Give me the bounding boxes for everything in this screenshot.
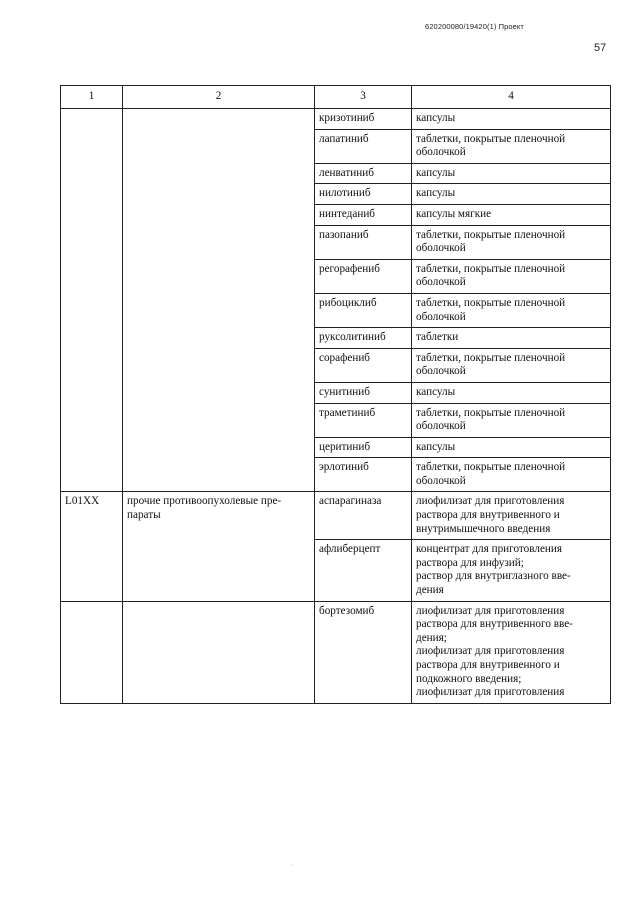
drug-name-cell: ленватиниб [315,163,412,184]
dosage-form-cell [412,382,611,403]
dosage-form-cell [412,328,611,349]
text-line: лиофилизат для приготовления [416,495,565,508]
column-header-4: 4 [412,86,611,109]
table-row [61,109,611,130]
text-line: раствора для внутривенного и [416,659,560,671]
text-line: таблетки, покрытые пленочной [416,296,566,309]
document-id: 620200080/19420(1) Проект [425,22,524,31]
drug-name-cell: афлиберцепт [315,540,412,601]
drug-table [60,85,611,704]
dosage-form-cell [412,348,611,382]
dosage-form-cell [412,437,611,458]
page-number: 57 [594,42,607,54]
drug-name-cell: нилотиниб [315,184,412,205]
column-header-3: 3 [315,86,412,109]
text-line: оболочкой [416,420,466,433]
text-line: капсулы мягкие [416,207,492,220]
drug-name-cell: сунитиниб [315,382,412,403]
dosage-form-cell [412,204,611,225]
dosage-form-cell [412,540,611,601]
drug-name-cell: церитиниб [315,437,412,458]
text-line: параты [127,509,161,522]
text-line: капсулы [416,385,456,398]
text-line: раствора для внутривенного и [416,509,560,522]
drug-name-cell: лапатиниб [315,129,412,163]
text-line: капсулы [416,187,456,200]
drug-name-cell: аспарагиназа [315,492,412,540]
drug-name-cell: руксолитиниб [315,328,412,349]
table-header-row [61,86,611,109]
drug-name-cell: регорафениб [315,259,412,293]
text-line: оболочкой [416,146,466,159]
text-line: оболочкой [416,310,466,323]
dosage-form-cell [412,163,611,184]
text-line: таблетки, покрытые пленочной [416,262,566,275]
atc-code-cell [61,109,123,492]
dosage-form-cell [412,458,611,492]
text-line: раствора для внутривенного вве- [416,618,573,631]
dosage-form-cell [412,259,611,293]
column-header-1: 1 [61,86,123,109]
page-mark: · [291,862,294,869]
text-line: лиофилизат для приготовления [416,686,565,699]
dosage-form-cell [412,403,611,437]
text-line: лиофилизат для приготовления [416,604,565,617]
atc-code-cell: L01XX [61,492,123,601]
dosage-form-cell [412,225,611,259]
text-line: прочие противоопухолевые пре- [127,495,282,508]
text-line: таблетки, покрытые пленочной [416,132,566,145]
text-line: дения; [416,631,447,644]
text-line: раствор для внутриглазного вве- [416,570,571,583]
dosage-form-cell [412,601,611,703]
drug-name-cell: сорафениб [315,348,412,382]
text-line: таблетки [416,331,459,344]
text-line: капсулы [416,440,456,453]
drug-name-cell: рибоциклиб [315,293,412,327]
column-header-2: 2 [123,86,315,109]
text-line: подкожного введения; [416,672,522,685]
dosage-form-cell [412,184,611,205]
text-line: оболочкой [416,474,466,487]
text-line: капсулы [416,166,456,179]
drug-name-cell: кризотиниб [315,109,412,130]
text-line: раствора для инфузий; [416,556,524,569]
text-line: дения [416,584,444,597]
text-line: оболочкой [416,365,466,378]
table-row [61,601,611,703]
text-line: оболочкой [416,276,466,289]
drug-name-cell: траметиниб [315,403,412,437]
drug-name-cell: пазопаниб [315,225,412,259]
text-line: внутримышечного введения [416,522,551,535]
group-name-cell [123,601,315,703]
text-line: капсулы [416,112,456,124]
dosage-form-cell [412,129,611,163]
dosage-form-cell [412,492,611,540]
dosage-form-cell [412,109,611,130]
dosage-form-cell [412,293,611,327]
text-line: таблетки, покрытые пленочной [416,406,566,419]
table-row [61,492,611,540]
atc-code-cell [61,601,123,703]
text-line: таблетки, покрытые пленочной [416,351,566,364]
text-line: лиофилизат для приготовления [416,645,565,658]
drug-name-cell: нинтеданиб [315,204,412,225]
text-line: оболочкой [416,242,466,255]
drug-name-cell: эрлотиниб [315,458,412,492]
drug-name-cell: бортезомиб [315,601,412,703]
text-line: концентрат для приготовления [416,543,563,556]
text-line: таблетки, покрытые пленочной [416,461,566,474]
group-name-cell [123,109,315,492]
text-line: таблетки, покрытые пленочной [416,228,566,241]
group-name-cell [123,492,315,601]
